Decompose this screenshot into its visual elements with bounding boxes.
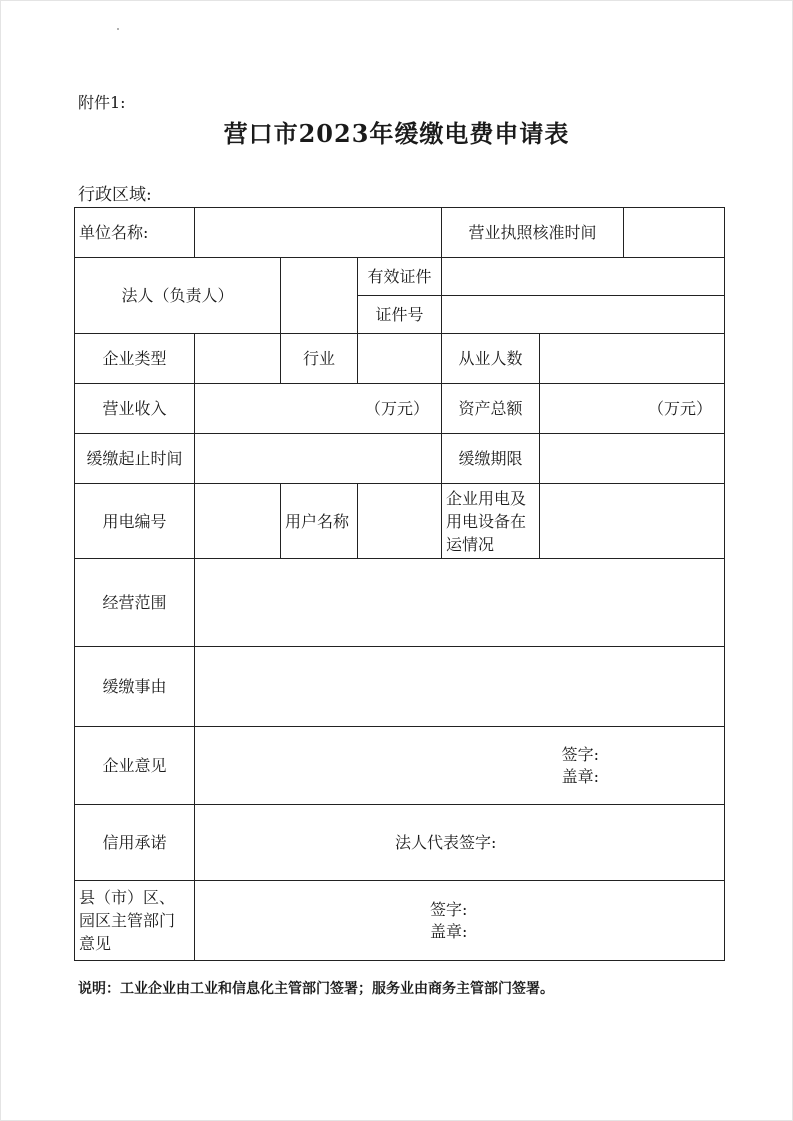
enterprise-type-label: 企业类型 <box>75 334 195 384</box>
id-number-label: 证件号 <box>358 296 442 334</box>
industry-label: 行业 <box>281 334 358 384</box>
row-deferral-time <box>75 434 725 484</box>
power-status-label: 企业用电及用电设备在运情况 <box>442 484 540 559</box>
license-time-label: 营业执照核准时间 <box>442 208 624 258</box>
enterprise-sign-block <box>562 744 599 788</box>
legal-rep-sign-label: 法人代表签字: <box>395 833 497 852</box>
county-seal-label: 盖章: <box>430 921 468 941</box>
enterprise-type-field[interactable] <box>195 334 281 384</box>
county-opinion-label: 县（市）区、园区主管部门意见 <box>75 881 195 961</box>
row-enterprise-opinion <box>75 727 725 805</box>
page-title: 营口市2023年缓缴电费申请表 <box>223 119 570 148</box>
row-legal-person <box>75 258 725 296</box>
county-sign-block <box>430 899 467 943</box>
business-scope-field[interactable] <box>195 559 725 647</box>
industry-field[interactable] <box>358 334 442 384</box>
enterprise-sign-label: 签字: <box>561 744 600 764</box>
deferral-time-label: 缓缴起止时间 <box>75 434 195 484</box>
row-revenue <box>75 384 725 434</box>
enterprise-opinion-field[interactable] <box>195 727 725 805</box>
row-power-number <box>75 484 725 559</box>
credit-commitment-field[interactable] <box>195 805 725 881</box>
credit-commitment-label: 信用承诺 <box>75 805 195 881</box>
attachment-label: 附件1: <box>78 93 126 112</box>
scan-speck <box>117 28 119 30</box>
row-county-opinion <box>75 881 725 961</box>
application-form <box>74 207 725 961</box>
power-number-field[interactable] <box>195 484 281 559</box>
revenue-label: 营业收入 <box>75 384 195 434</box>
enterprise-seal-label: 盖章: <box>561 766 600 786</box>
region-label: 行政区域: <box>78 185 152 205</box>
revenue-field[interactable]: （万元） <box>195 384 442 434</box>
deferral-reason-field[interactable] <box>195 647 725 727</box>
row-enterprise-type <box>75 334 725 384</box>
employees-field[interactable] <box>540 334 725 384</box>
row-deferral-reason <box>75 647 725 727</box>
row-credit-commitment <box>75 805 725 881</box>
footnote: 说明：工业企业由工业和信息化主管部门签署；服务业由商务主管部门签署。 <box>78 981 554 997</box>
employees-label: 从业人数 <box>442 334 540 384</box>
total-assets-label: 资产总额 <box>442 384 540 434</box>
license-time-field[interactable] <box>624 208 725 258</box>
power-number-label: 用电编号 <box>75 484 195 559</box>
deferral-term-field[interactable] <box>540 434 725 484</box>
enterprise-opinion-label: 企业意见 <box>75 727 195 805</box>
deferral-time-field[interactable] <box>195 434 442 484</box>
deferral-reason-label: 缓缴事由 <box>75 647 195 727</box>
unit-name-label: 单位名称: <box>75 208 195 258</box>
power-status-field[interactable] <box>540 484 725 559</box>
row-business-scope <box>75 559 725 647</box>
legal-person-field[interactable] <box>281 258 358 334</box>
unit-name-field[interactable] <box>195 208 442 258</box>
business-scope-label: 经营范围 <box>75 559 195 647</box>
county-sign-label: 签字: <box>430 899 468 919</box>
legal-person-label: 法人（负责人） <box>75 258 281 334</box>
user-name-label: 用户名称 <box>281 484 358 559</box>
valid-id-label: 有效证件 <box>358 258 442 296</box>
valid-id-field[interactable] <box>442 258 725 296</box>
user-name-field[interactable] <box>358 484 442 559</box>
total-assets-field[interactable]: （万元） <box>540 384 725 434</box>
id-number-field[interactable] <box>442 296 725 334</box>
row-unit-name <box>75 208 725 258</box>
deferral-term-label: 缓缴期限 <box>442 434 540 484</box>
county-opinion-field[interactable] <box>195 881 725 961</box>
